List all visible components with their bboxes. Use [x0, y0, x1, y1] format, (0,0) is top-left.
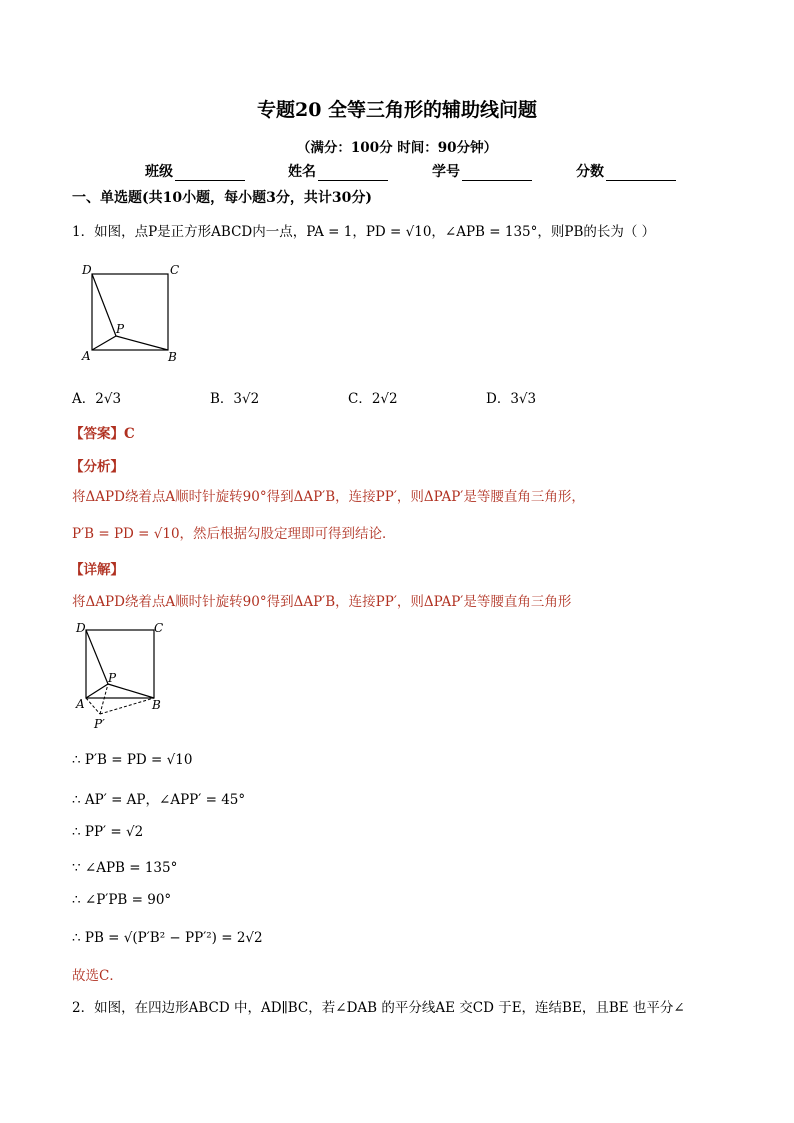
option-a[interactable]: A．2√3	[72, 391, 122, 407]
segment-ap	[92, 336, 116, 350]
student-id-label: 学号	[432, 164, 460, 180]
answer-line	[70, 422, 135, 442]
step-2: ∴ AP′ = AP，∠APP′ = 45°	[72, 792, 246, 808]
label-a-detail: A	[76, 697, 85, 711]
step-1: ∴ P′B = PD = √10	[72, 752, 193, 768]
detail-label: 【详解】	[70, 562, 124, 578]
class-field[interactable]	[145, 161, 245, 181]
detail-figure	[72, 620, 182, 735]
label-p-detail: P	[108, 671, 117, 685]
name-blank[interactable]	[318, 166, 388, 181]
step-3: ∴ PP′ = √2	[72, 824, 144, 840]
segment-ap-prime	[86, 698, 100, 714]
name-label: 姓名	[288, 164, 316, 180]
label-b: B	[168, 350, 177, 364]
label-c: C	[170, 263, 180, 277]
segment-dp	[92, 274, 116, 336]
analysis-text-1: 将ΔAPD绕着点A顺时针旋转90°得到ΔAP′B，连接PP′，则ΔPAP′是等腰直角三角形，	[72, 489, 585, 505]
option-d[interactable]: D．3√3	[486, 391, 537, 407]
square-abcd	[92, 274, 168, 350]
score-field[interactable]	[576, 161, 676, 181]
option-b[interactable]: B．3√2	[210, 391, 260, 407]
analysis-label: 【分析】	[70, 459, 124, 475]
page-title: 专题20 全等三角形的辅助线问题	[256, 99, 538, 121]
question-1-figure	[78, 260, 188, 368]
label-p-prime-detail: P′	[94, 717, 105, 731]
student-id-field[interactable]	[432, 161, 532, 181]
label-b-detail: B	[152, 698, 161, 712]
label-d: D	[82, 263, 92, 277]
segment-dp-detail	[86, 630, 108, 684]
answer-label: 【答案】	[70, 426, 124, 442]
detail-text-1: 将ΔAPD绕着点A顺时针旋转90°得到ΔAP′B，连接PP′，则ΔPAP′是等腰直角三角形	[72, 594, 572, 610]
segment-pb	[116, 336, 168, 350]
name-field[interactable]	[288, 161, 388, 181]
answer-value: C	[124, 426, 135, 442]
label-p: P	[116, 322, 125, 336]
segment-pb-detail	[108, 684, 154, 698]
label-a: A	[82, 349, 91, 363]
segment-ap-detail	[86, 684, 108, 698]
student-id-blank[interactable]	[462, 166, 532, 181]
question-2-stem: 2．如图，在四边形ABCD 中，AD∥BC，若∠DAB 的平分线AE 交CD 于E，连结BE，且BE 也平分∠	[72, 1000, 685, 1016]
class-label: 班级	[145, 164, 173, 180]
segment-p-prime-b	[100, 698, 154, 714]
score-blank[interactable]	[606, 166, 676, 181]
analysis-text-2: P′B = PD = √10，然后根据勾股定理即可得到结论．	[72, 526, 396, 542]
exam-subtitle: （满分：100分 时间：90分钟）	[296, 140, 498, 156]
option-c[interactable]: C．2√2	[348, 391, 398, 407]
step-5: ∴ ∠P′PB = 90°	[72, 892, 172, 908]
question-1-stem: 1．如图，点P是正方形ABCD内一点，PA = 1，PD = √10，∠APB = 135°，则PB的长为（ ）	[72, 224, 656, 240]
section-heading: 一、单选题(共10小题，每小题3分，共计30分)	[72, 190, 372, 206]
score-label: 分数	[576, 164, 604, 180]
label-d-detail: D	[76, 621, 86, 635]
label-c-detail: C	[154, 621, 164, 635]
step-6: ∴ PB = √(P′B² − PP′²) = 2√2	[72, 930, 263, 946]
step-4: ∵ ∠APB = 135°	[72, 860, 178, 876]
conclusion: 故选C．	[72, 968, 123, 984]
class-blank[interactable]	[175, 166, 245, 181]
